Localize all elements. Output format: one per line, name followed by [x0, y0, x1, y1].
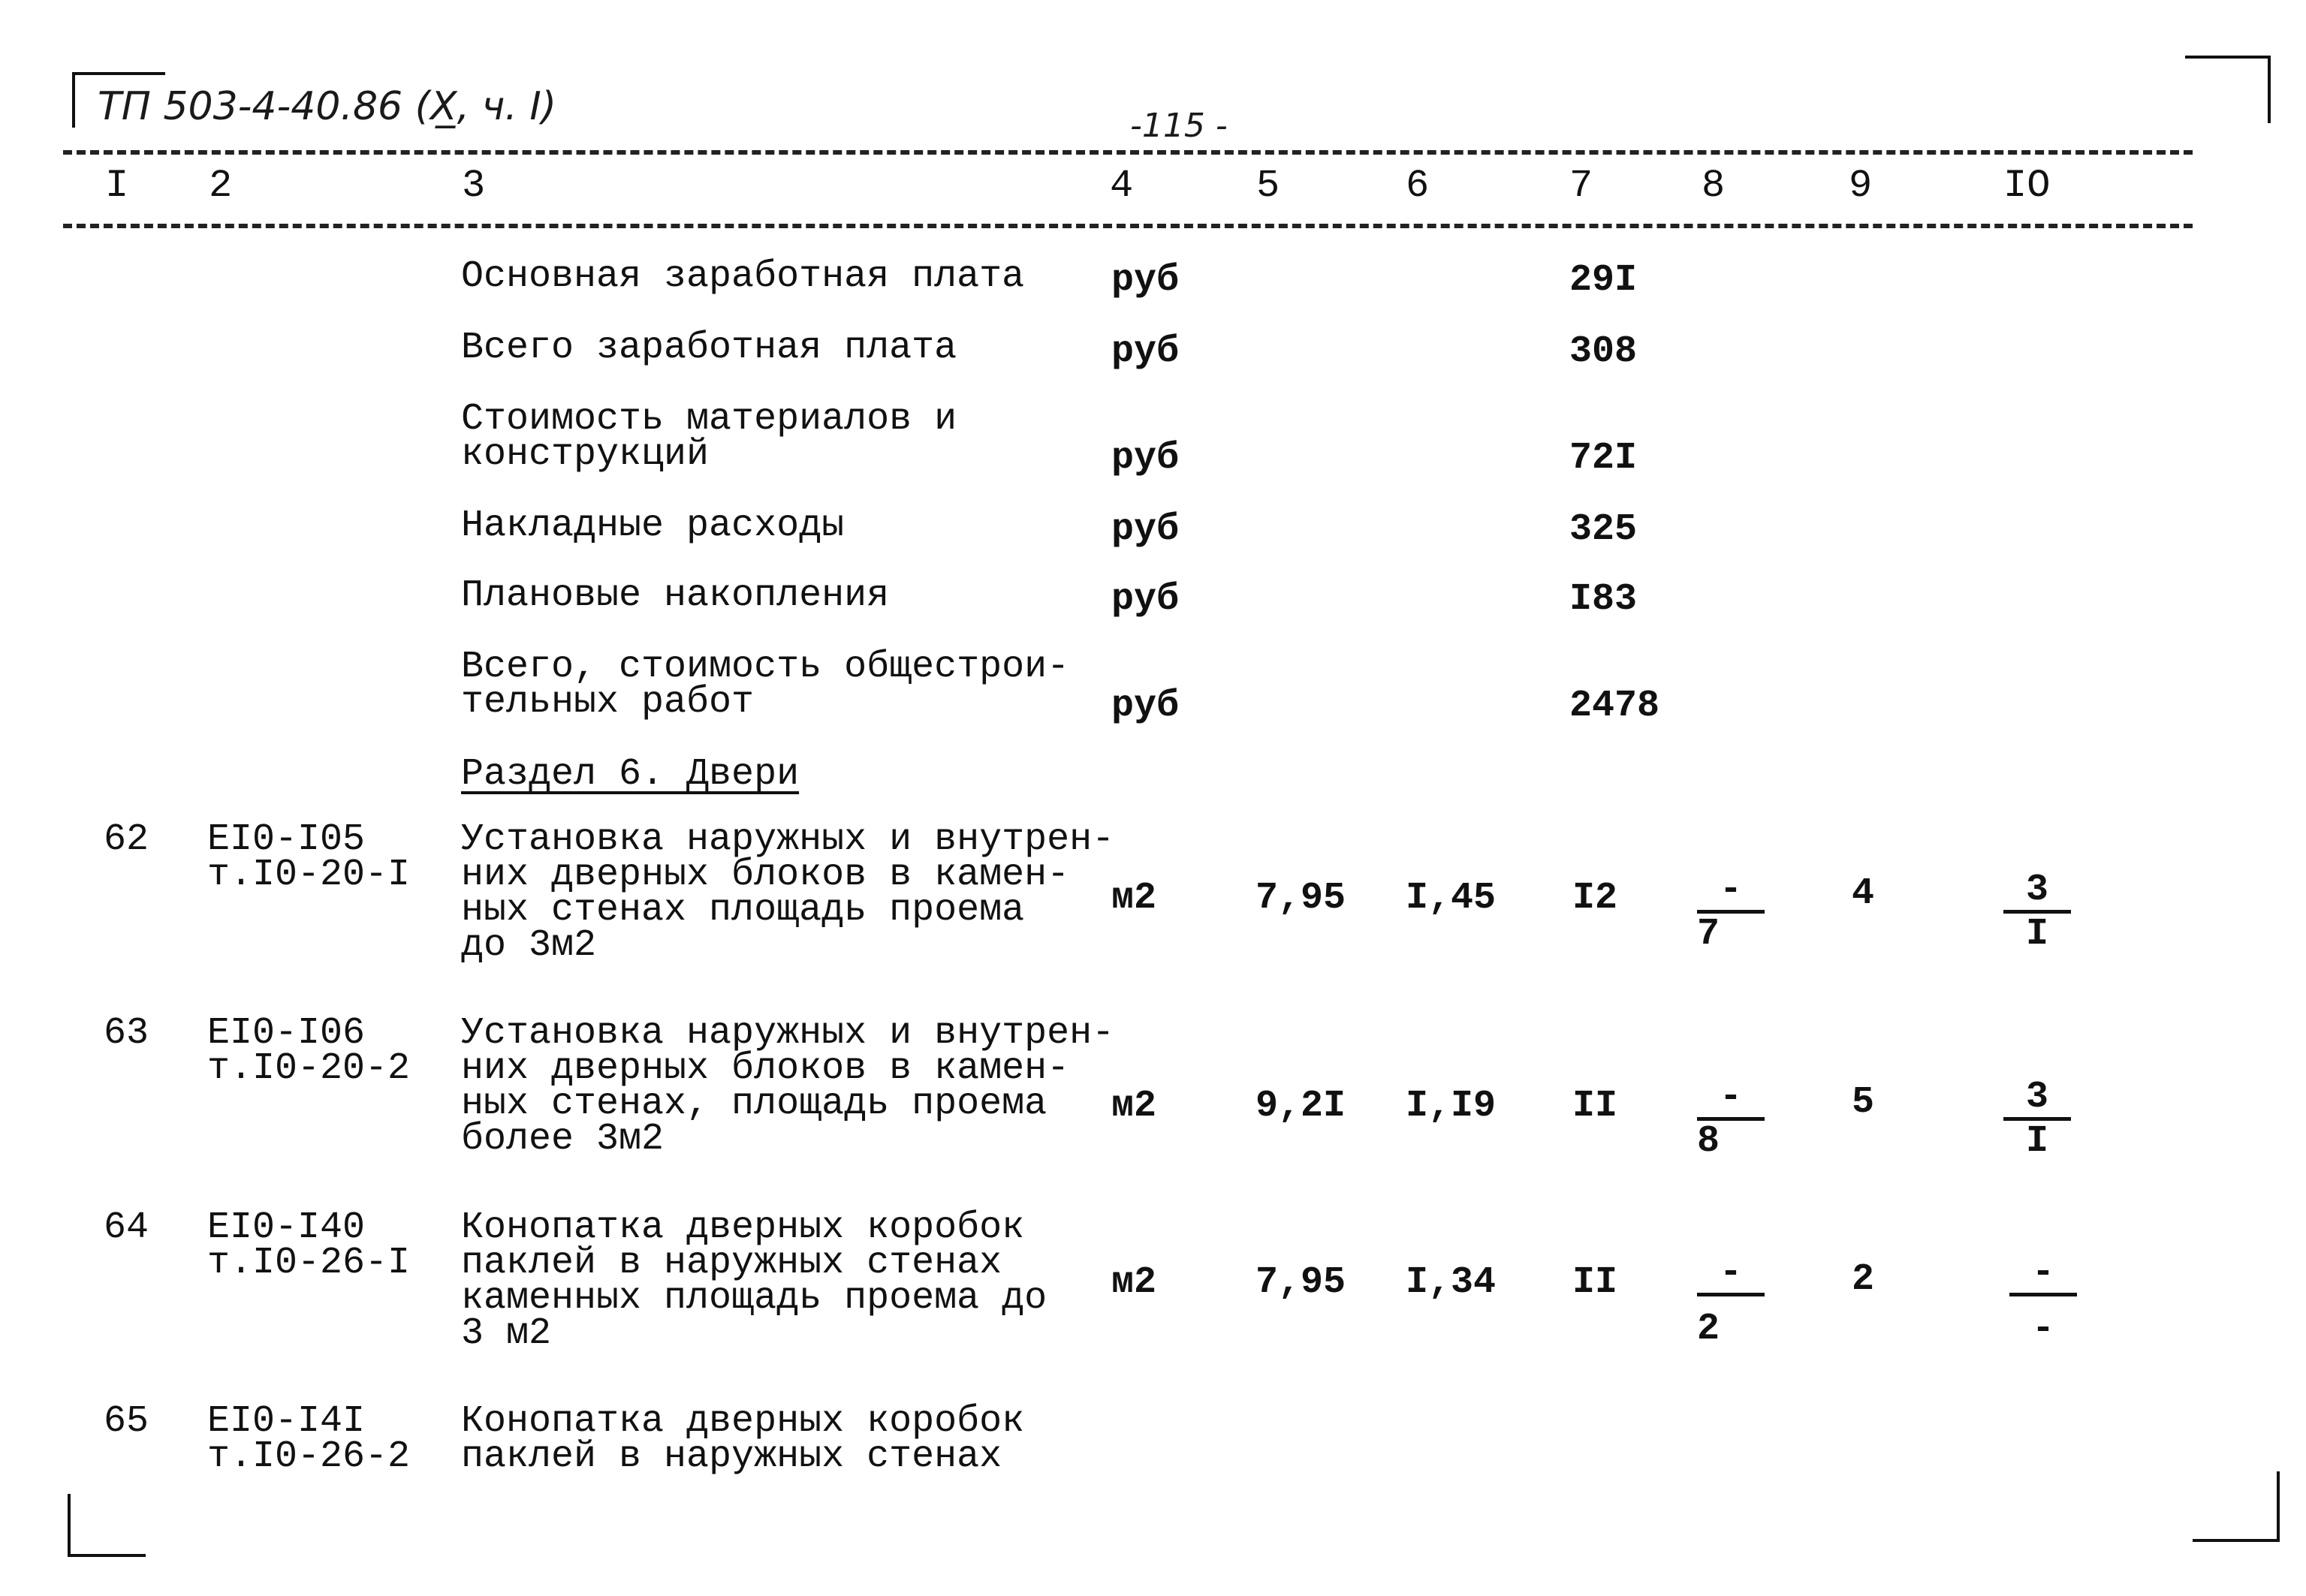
column-header-8: 8: [1702, 164, 1726, 208]
item-description-line: до 3м2: [461, 924, 597, 967]
item-number: 65: [104, 1400, 149, 1443]
item-code: EI0-I40: [207, 1206, 366, 1249]
column-header-1: I: [105, 164, 129, 208]
fraction-denominator: 7: [1697, 913, 1720, 956]
summary-row-unit: руб: [1111, 578, 1180, 621]
item-description-line: паклей в наружных стенах: [461, 1242, 1002, 1284]
item-col5: 7,95: [1255, 877, 1346, 920]
summary-row-name-line1: Стоимость материалов и: [461, 398, 957, 441]
summary-row-name: Основная заработная плата: [461, 255, 1025, 298]
column-header-9: 9: [1849, 164, 1873, 208]
item-number: 63: [104, 1012, 149, 1055]
summary-row-name: Плановые накопления: [461, 574, 890, 617]
document-reference: ТП 503-4-40.86 (Х̲, ч. I): [98, 84, 557, 129]
item-description-line: Конопатка дверных коробок: [461, 1206, 1025, 1249]
item-unit: м2: [1111, 877, 1157, 920]
summary-row-name-line2: конструкций: [461, 433, 710, 476]
header-bottom-rule: [63, 224, 2193, 228]
column-header-5: 5: [1256, 164, 1280, 208]
column-header-6: 6: [1406, 164, 1430, 208]
item-number: 62: [104, 818, 149, 861]
item-code: EI0-I05: [207, 818, 366, 861]
item-reference: т.I0-26-I: [207, 1242, 411, 1284]
summary-row-unit: руб: [1111, 330, 1180, 373]
item-col7: II: [1572, 1261, 1618, 1304]
fraction-denominator: 8: [1697, 1120, 1720, 1163]
summary-row-value: I83: [1569, 578, 1638, 621]
item-col10-fraction: [2003, 869, 2071, 956]
item-unit: м2: [1111, 1261, 1157, 1304]
summary-row-unit: руб: [1111, 508, 1180, 551]
fraction-numerator: -: [1719, 1251, 1742, 1294]
item-col9: 4: [1852, 872, 1875, 915]
item-col8-fraction: [1697, 1251, 1765, 1351]
item-col7: I2: [1572, 877, 1618, 920]
header-top-rule: [63, 150, 2193, 155]
summary-row-unit: руб: [1111, 259, 1180, 302]
fraction-denominator: I: [2025, 913, 2048, 956]
summary-row-name: Всего заработная плата: [461, 327, 957, 369]
item-col5: 9,2I: [1255, 1085, 1346, 1128]
summary-row-name: Накладные расходы: [461, 504, 845, 547]
item-col10-fraction: [2003, 1076, 2071, 1163]
fraction-numerator: -: [1719, 869, 1742, 911]
item-col5: 7,95: [1255, 1261, 1346, 1304]
item-col8-fraction: [1697, 869, 1765, 956]
item-reference: т.I0-26-2: [207, 1435, 411, 1478]
item-description-line: более 3м2: [461, 1118, 665, 1161]
item-unit: м2: [1111, 1085, 1157, 1128]
item-description-line: ных стенах, площадь проема: [461, 1083, 1047, 1125]
summary-row-unit: руб: [1111, 437, 1180, 480]
item-reference: т.I0-20-2: [207, 1047, 411, 1090]
summary-row-value: 325: [1569, 508, 1638, 551]
page-number: -115 -: [1130, 107, 1228, 145]
item-description-line: 3 м2: [461, 1312, 552, 1355]
summary-row-value: 2478: [1569, 685, 1660, 727]
fraction-denominator: -: [2031, 1308, 2054, 1351]
item-col6: I,45: [1406, 877, 1497, 920]
fraction-denominator: I: [2025, 1120, 2048, 1163]
item-col7: II: [1572, 1085, 1618, 1128]
frame-corner-top-right: [2185, 56, 2271, 123]
fraction-numerator: -: [2031, 1251, 2054, 1294]
fraction-numerator: 3: [2025, 1076, 2048, 1119]
column-header-10: IO: [2003, 164, 2051, 208]
item-col9: 5: [1852, 1081, 1875, 1124]
item-description-line: ных стенах площадь проема: [461, 889, 1025, 932]
item-description-line: них дверных блоков в камен-: [461, 854, 1070, 896]
column-header-2: 2: [209, 164, 233, 208]
item-number: 64: [104, 1206, 149, 1249]
summary-row-value: 29I: [1569, 259, 1638, 302]
column-header-3: 3: [462, 164, 486, 208]
frame-corner-bottom-left: [68, 1494, 146, 1557]
item-code: EI0-I4I: [207, 1400, 366, 1443]
item-description-line: Конопатка дверных коробок: [461, 1400, 1025, 1443]
fraction-numerator: 3: [2025, 869, 2048, 911]
column-header-4: 4: [1110, 164, 1134, 208]
summary-row-unit: руб: [1111, 685, 1180, 727]
frame-corner-bottom-right: [2193, 1471, 2280, 1542]
fraction-denominator: 2: [1697, 1308, 1720, 1351]
item-description-line: каменных площадь проема до: [461, 1277, 1047, 1320]
item-description-line: паклей в наружных стенах: [461, 1435, 1002, 1478]
item-description-line: них дверных блоков в камен-: [461, 1047, 1070, 1090]
item-description-line: Установка наружных и внутрен-: [461, 1012, 1115, 1055]
item-description-line: Установка наружных и внутрен-: [461, 818, 1115, 861]
column-header-7: 7: [1569, 164, 1593, 208]
summary-row-value: 308: [1569, 330, 1638, 373]
summary-row-name-line2: тельных работ: [461, 681, 755, 724]
item-code: EI0-I06: [207, 1012, 366, 1055]
summary-row-name-line1: Всего, стоимость общестрои-: [461, 646, 1070, 688]
section-title: Раздел 6. Двери: [461, 753, 800, 796]
fraction-numerator: -: [1719, 1076, 1742, 1119]
item-col9: 2: [1852, 1258, 1875, 1301]
item-col8-fraction: [1697, 1076, 1765, 1163]
item-col6: I,I9: [1406, 1085, 1497, 1128]
item-col10-fraction: [2009, 1251, 2077, 1351]
item-reference: т.I0-20-I: [207, 854, 411, 896]
item-col6: I,34: [1406, 1261, 1497, 1304]
summary-row-value: 72I: [1569, 437, 1638, 480]
